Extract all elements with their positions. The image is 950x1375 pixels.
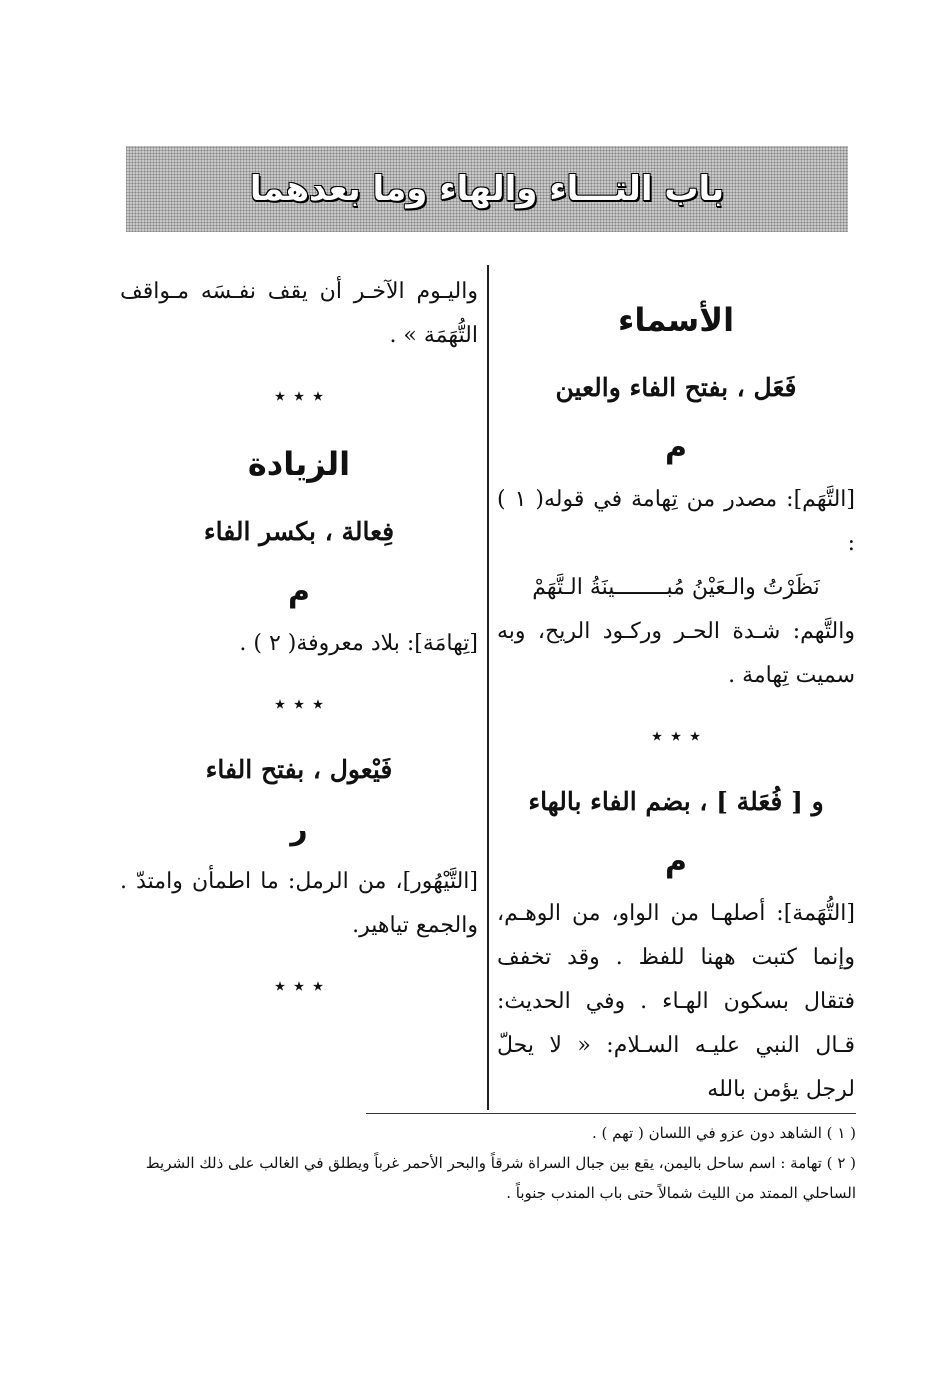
left-column [120, 270, 478, 1032]
pattern-heading-1: فَعَل ، بفتح الفاء والعين [555, 373, 797, 402]
footnote-1: ( ١ ) الشاهد دون عزو في اللسان ( تهم ) . [592, 1124, 856, 1142]
entry-tuhama-continued: واليـوم الآخـر أن يقف نفـسَه مـواقف التُّهَمَة » . [120, 279, 478, 348]
column-divider [487, 265, 489, 1110]
root-letter-2: م [665, 844, 687, 879]
entry-tuhama: [التُّهَمة]: أصلهـا من الواو، من الوهـم، وإنما كتبت ههنا للفظ . وقد تخفف فتقال بسكون الهـاء . وفي الحديث: قـال النبي عليـه السـلام: « لا يحلّ لرجل يؤمن بالله [497, 901, 855, 1102]
pattern-heading-2: و [ فُعَلة ] ، بضم الفاء بالهاء [528, 787, 824, 816]
entry-tayhur: [التَّيْهُور]، من الرمل: ما اطمأن وامتدّ . والجمع تياهير. [120, 869, 478, 938]
root-letter-4: ر [290, 812, 308, 847]
root-letter-3: م [288, 574, 310, 609]
entry-tahm-continued: والتَّهم: شـدة الحـر وركـود الريح، وبه سميت تِهامة . [497, 619, 855, 688]
separator-stars-1: ٭ ٭ ٭ [651, 724, 701, 749]
verse-line: نَظَرْتُ والـعَيْنُ مُبــــــــينَةُ الـتَّهَمْ [532, 575, 820, 600]
root-letter-1: م [665, 430, 687, 465]
chapter-banner [126, 146, 848, 232]
separator-stars-3: ٭ ٭ ٭ [274, 692, 324, 717]
footnote-2: ( ٢ ) تهامة : اسم ساحل باليمن، يقع بين جبال السراة شرقاً والبحر الأحمر غرباً ويطلق في الغالب على ذلك الشريط الساحلي الممتد من الليث شمالاً حتى باب المندب جنوباً . [145, 1154, 856, 1202]
right-column [497, 280, 855, 1112]
entry-tihama: [تِهامَة]: بلاد معروفة( ٢ ) . [239, 631, 478, 656]
pattern-heading-4: فَيْعول ، بفتح الفاء [205, 755, 393, 784]
separator-stars-2: ٭ ٭ ٭ [274, 384, 324, 409]
section-title-nouns: الأسماء [617, 301, 735, 339]
footnotes [126, 1118, 856, 1208]
entry-tahm: [التَّهَم]: مصدر من تِهامة في قوله( ١ ) : [497, 487, 855, 556]
footnote-rule [366, 1113, 856, 1114]
separator-stars-4: ٭ ٭ ٭ [274, 974, 324, 999]
pattern-heading-3: فِعالة ، بكسر الفاء [203, 517, 395, 546]
section-title-additions: الزيادة [247, 445, 351, 483]
chapter-title: باب التـــاء والهاء وما بعدهما [249, 169, 725, 209]
